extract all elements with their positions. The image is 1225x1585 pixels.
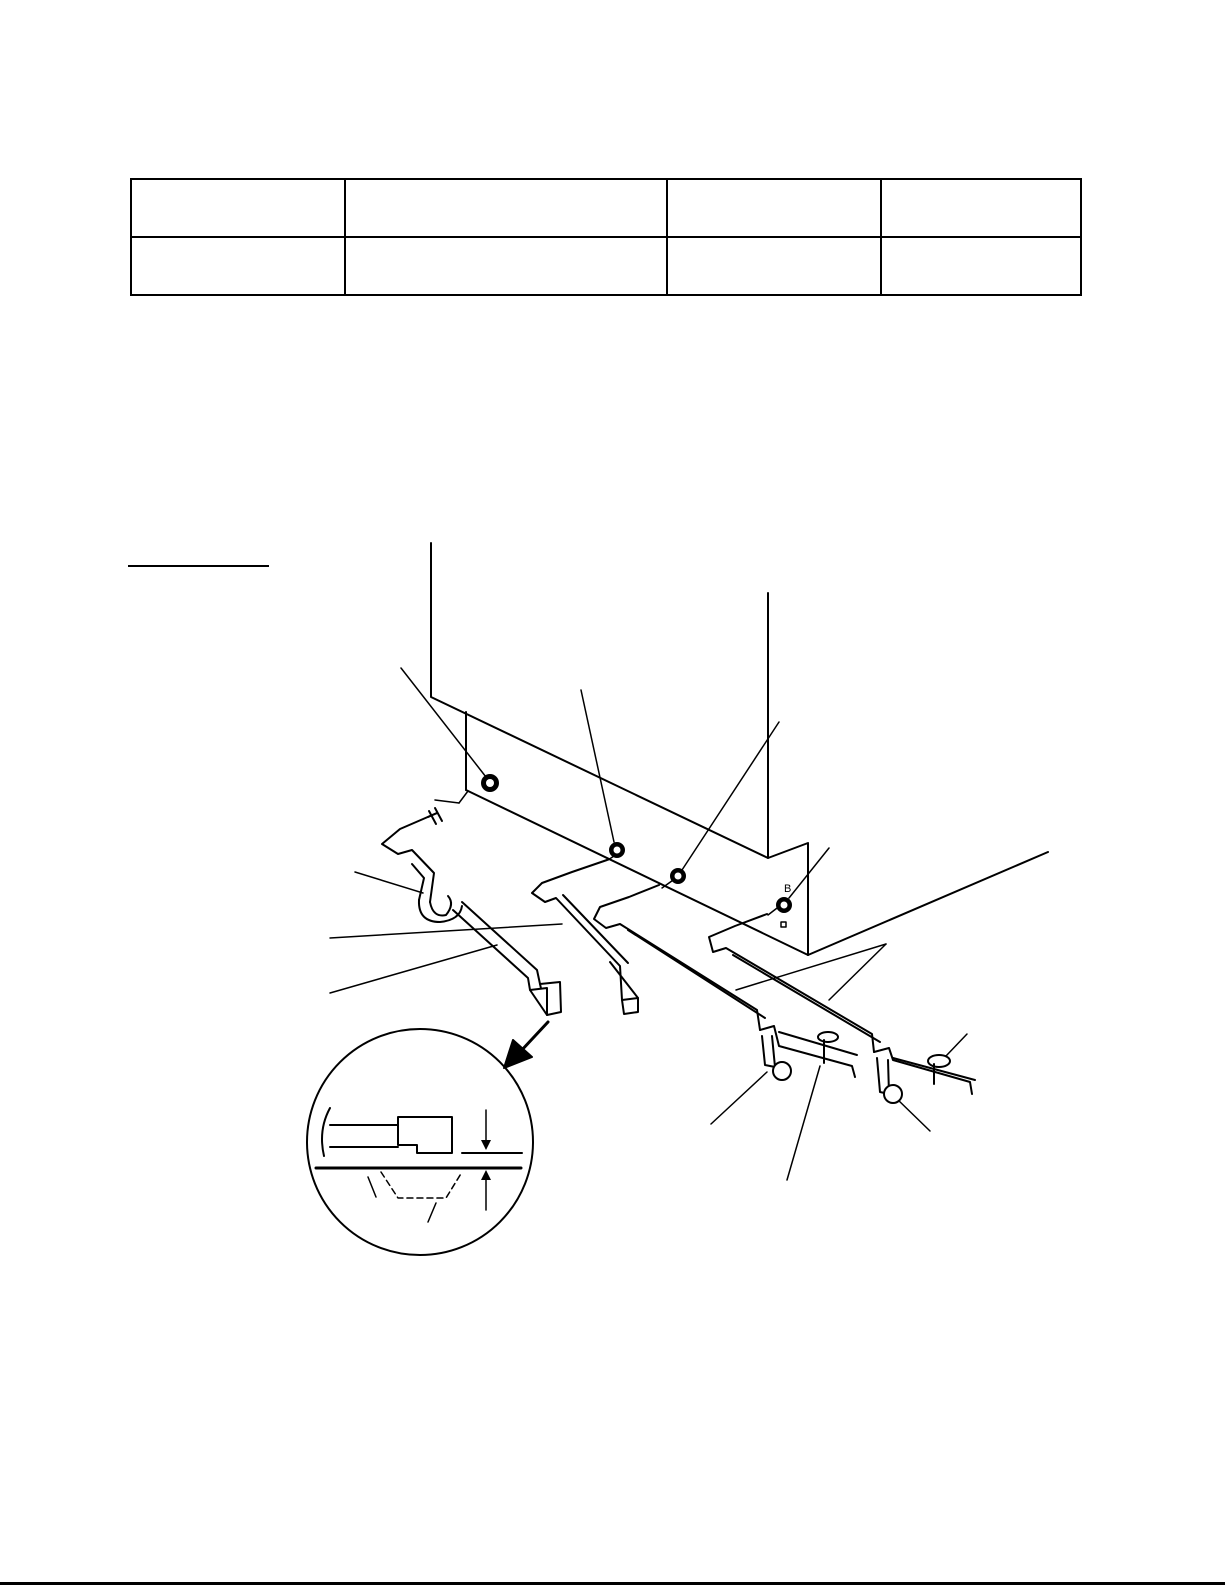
leader-lines	[330, 668, 967, 1180]
drain-hose	[382, 808, 561, 1015]
detail-arrow-icon	[504, 1022, 548, 1068]
cabinet	[431, 543, 1048, 955]
detail-inset	[307, 1029, 533, 1255]
fitting-icon	[482, 775, 791, 927]
svg-text:B: B	[784, 883, 792, 895]
